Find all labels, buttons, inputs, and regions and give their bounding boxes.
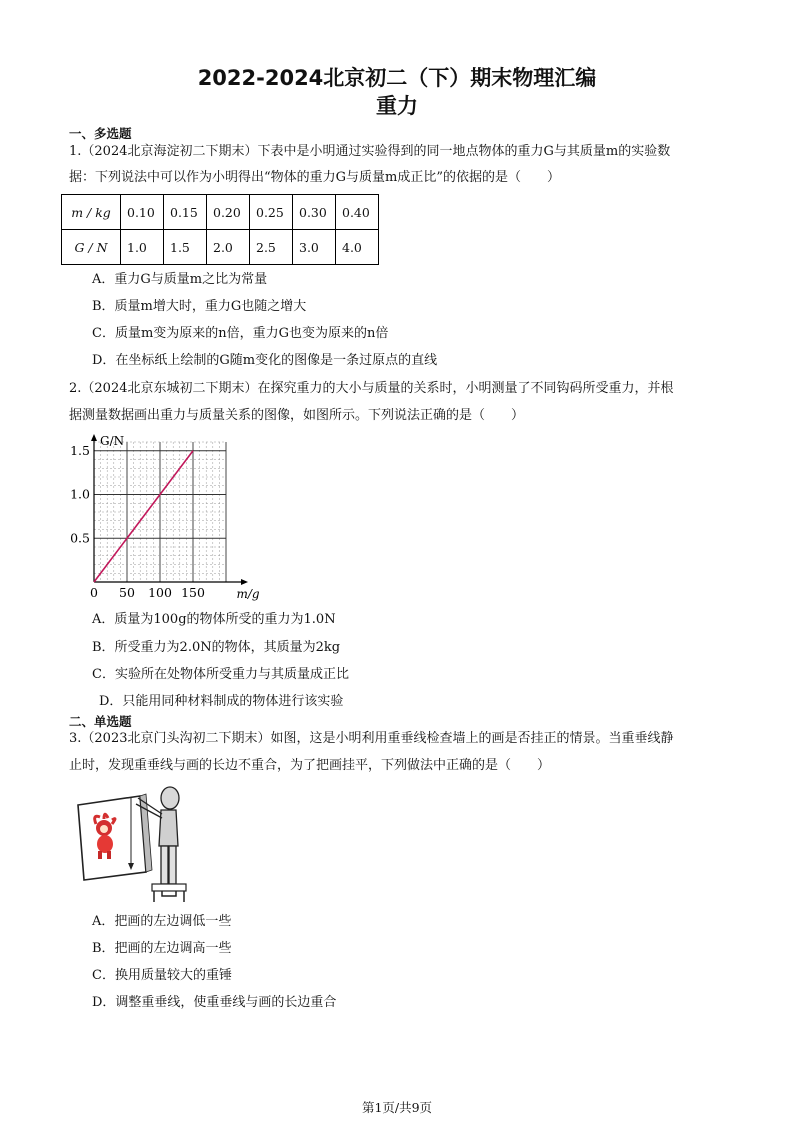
- table-cell: 1.0: [121, 230, 164, 265]
- series-line: [94, 451, 193, 582]
- mass-weight-table: [61, 194, 379, 265]
- question-3-option-d: D．调整重垂线，使重垂线与画的长边重合: [92, 995, 337, 1010]
- question-2-option-c: C．实验所在处物体所受重力与其质量成正比: [92, 667, 349, 682]
- table-cell: 0.25: [250, 195, 293, 230]
- plumb-line-illustration: [70, 784, 210, 906]
- question-3-option-a: A．把画的左边调低一些: [92, 914, 232, 929]
- page-number: 第1页/共9页: [361, 1100, 433, 1115]
- question-1-option-d: D．在坐标纸上绘制的G随m变化的图像是一条过原点的直线: [92, 353, 438, 368]
- question-3-stem-line-2: 止时，发现重垂线与画的长边不重合，为了把画挂平，下列做法中正确的是（ ）: [69, 758, 551, 773]
- x-tick-label: 0: [90, 585, 98, 600]
- question-2-option-a: A．质量为100g的物体所受的重力为1.0N: [92, 612, 336, 627]
- gravity-mass-chart: [66, 432, 260, 602]
- table-cell: 0.20: [207, 195, 250, 230]
- y-tick-label: 1.0: [70, 486, 90, 502]
- table-row-weight: [62, 230, 379, 265]
- question-3-option-b: B．把画的左边调高一些: [92, 941, 232, 956]
- table-cell: 0.30: [293, 195, 336, 230]
- x-tick-label: 50: [119, 585, 135, 600]
- y-axis-label: G/N: [100, 434, 125, 448]
- x-tick-label: 150: [181, 585, 205, 600]
- x-tick-label: 100: [148, 585, 172, 600]
- section-heading-multiple-choice: 一、多选题: [69, 126, 132, 141]
- table-row-mass: [62, 195, 379, 230]
- table-cell: 0.10: [121, 195, 164, 230]
- question-1-option-b: B．质量m增大时，重力G也随之增大: [92, 299, 307, 314]
- table-cell: 1.5: [164, 230, 207, 265]
- question-1-stem-line-1: 1.（2024北京海淀初二下期末）下表中是小明通过实验得到的同一地点物体的重力G与其质量m的实验数: [69, 144, 671, 159]
- page-subtitle: 重力: [376, 94, 418, 118]
- question-1-stem-line-2: 据：下列说法中可以作为小明得出“物体的重力G与质量m成正比”的依据的是（ ）: [69, 170, 561, 185]
- y-tick-label: 1.5: [70, 442, 90, 458]
- page-title: 2022-2024北京初二（下）期末物理汇编: [197, 66, 597, 90]
- y-axis-arrow: [91, 434, 97, 441]
- question-3-stem-line-1: 3.（2023北京门头沟初二下期末）如图，这是小明利用重垂线检查墙上的画是否挂正的情景。当重垂线静: [69, 731, 674, 746]
- table-cell: 2.5: [250, 230, 293, 265]
- table-cell: 4.0: [336, 230, 379, 265]
- x-axis-label: m/g: [236, 587, 260, 601]
- question-2-stem-line-1: 2.（2024北京东城初二下期末）在探究重力的大小与质量的关系时，小明测量了不同钩码所受重力，并根: [69, 381, 674, 396]
- painting-frame: [78, 796, 146, 880]
- stool-top: [152, 884, 186, 891]
- section-heading-single-choice: 二、单选题: [69, 714, 132, 729]
- y-tick-label: 0.5: [70, 530, 90, 546]
- table-cell: 2.0: [207, 230, 250, 265]
- question-2-option-b: B．所受重力为2.0N的物体，其质量为2kg: [92, 640, 341, 655]
- question-2-option-d: D．只能用同种材料制成的物体进行该实验: [99, 694, 344, 709]
- question-1-option-c: C．质量m变为原来的n倍，重力G也变为原来的n倍: [92, 326, 389, 341]
- x-axis-arrow: [241, 579, 248, 585]
- stool-legs: [154, 891, 184, 902]
- table-cell: 0.40: [336, 195, 379, 230]
- table-row-label: G / N: [62, 230, 121, 265]
- table-cell: 0.15: [164, 195, 207, 230]
- question-2-stem-line-2: 据测量数据画出重力与质量关系的图像，如图所示。下列说法正确的是（ ）: [69, 408, 525, 423]
- question-3-option-c: C．换用质量较大的重锤: [92, 968, 232, 983]
- table-row-label: m / kg: [62, 195, 121, 230]
- question-1-option-a: A．重力G与质量m之比为常量: [92, 272, 268, 287]
- table-cell: 3.0: [293, 230, 336, 265]
